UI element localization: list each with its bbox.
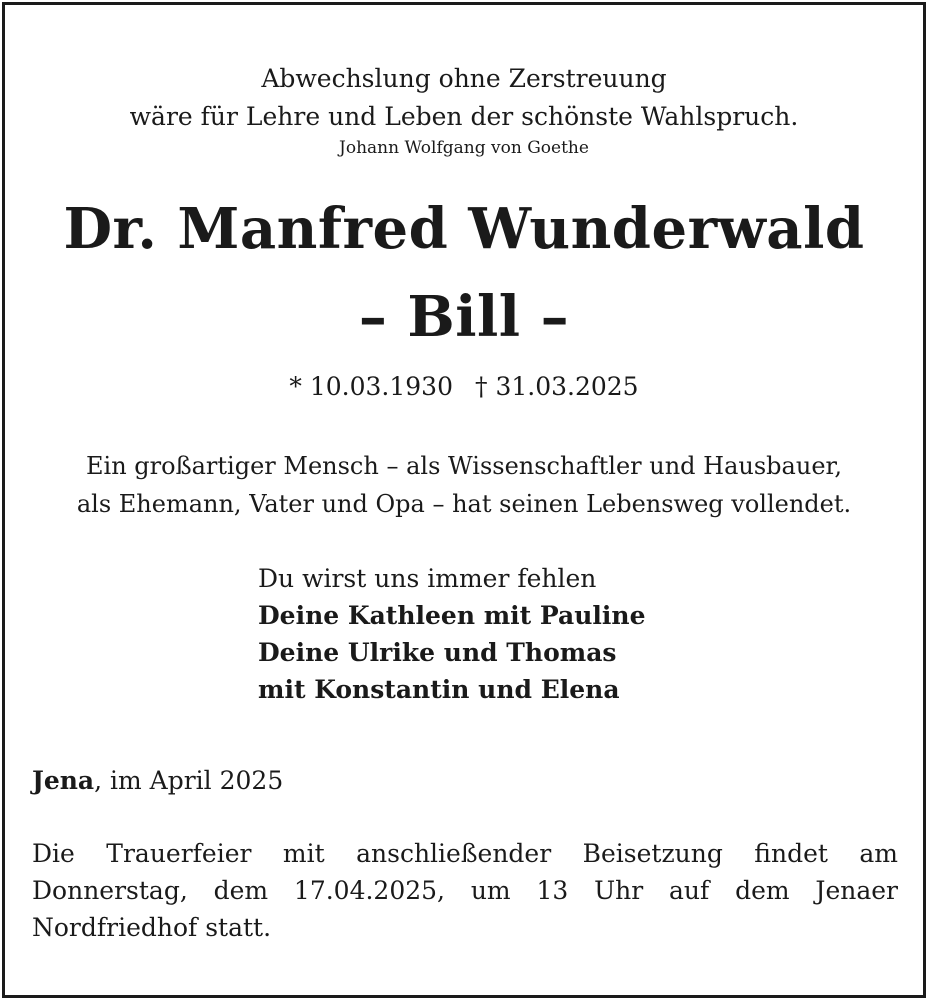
birth-date: * 10.03.1930 <box>289 372 453 401</box>
quote-line-2: wäre für Lehre und Leben der schönste Wahlspruch. <box>129 102 799 131</box>
funeral-info <box>32 835 898 946</box>
funeral-line-2: Donnerstag, dem 17.04.2025, um 13 Uhr auf dem Jenaer <box>32 876 898 905</box>
family-signature <box>258 560 646 708</box>
place-date <box>32 766 283 795</box>
place-name: Jena <box>32 766 95 795</box>
quote-line-1: Abwechslung ohne Zerstreuung <box>261 64 667 93</box>
tribute-line-2: als Ehemann, Vater und Opa – hat seinen Lebensweg vollendet. <box>76 490 852 518</box>
quote-block <box>0 60 928 136</box>
family-line-3: mit Konstantin und Elena <box>258 675 620 704</box>
family-line-1: Deine Kathleen mit Pauline <box>258 601 646 630</box>
quote-author: Johann Wolfgang von Goethe <box>339 138 589 158</box>
deceased-name: Dr. Manfred Wunderwald <box>63 196 865 262</box>
deceased-nickname: – Bill – <box>358 284 570 350</box>
family-line-2: Deine Ulrike und Thomas <box>258 638 617 667</box>
death-date: † 31.03.2025 <box>475 372 639 401</box>
life-dates <box>0 372 928 401</box>
family-intro: Du wirst uns immer fehlen <box>258 564 597 593</box>
tribute-text <box>0 447 928 523</box>
funeral-line-3: Nordfriedhof statt. <box>32 913 272 942</box>
notice-date: , im April 2025 <box>94 766 284 795</box>
funeral-line-1: Die Trauerfeier mit anschließender Beisetzung findet am <box>32 839 898 868</box>
tribute-line-1: Ein großartiger Mensch – als Wissenschaftler und Hausbauer, <box>86 452 842 480</box>
